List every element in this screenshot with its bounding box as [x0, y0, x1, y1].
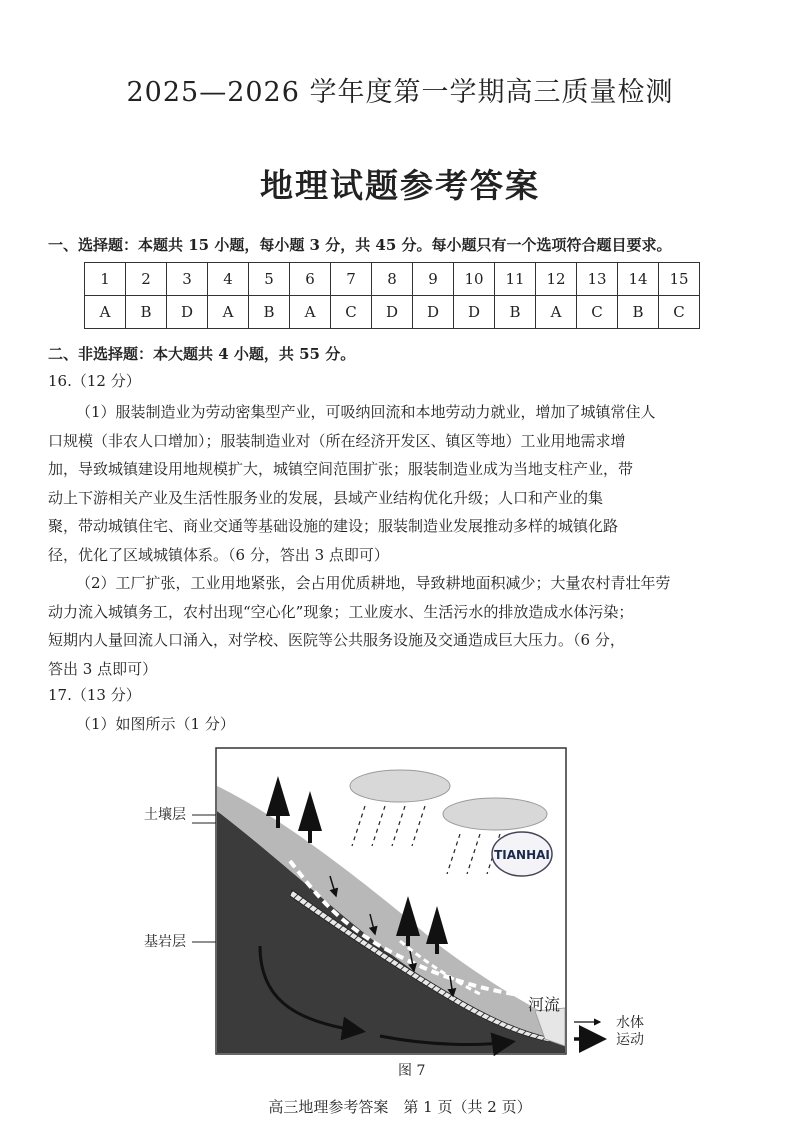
label-river: 河流 [528, 995, 561, 1014]
question-number-cell: 9 [413, 263, 454, 296]
answer-cell: D [167, 296, 208, 329]
answer-cell: C [577, 296, 618, 329]
figure-7 [140, 746, 670, 1062]
exam-title: 2025—2026 学年度第一学期高三质量检测 [126, 77, 674, 108]
section1-heading: 一、选择题：本题共 15 小题，每小题 3 分，共 45 分。每小题只有一个选项符合题目要求。 [48, 236, 672, 254]
section2-heading: 二、非选择题：本大题共 4 小题，共 55 分。 [48, 345, 356, 363]
label-soil-layer: 土壤层 [144, 807, 186, 823]
legend-motion: 运动 [616, 1032, 644, 1048]
label-bedrock-layer: 基岩层 [144, 934, 186, 950]
svg-text:TIANHAI: TIANHAI [494, 848, 550, 862]
question-number-row [85, 263, 700, 296]
question-number-cell: 11 [495, 263, 536, 296]
question-number-cell: 5 [249, 263, 290, 296]
question-17-heading: 17.（13 分） [48, 686, 141, 704]
question-number-cell: 3 [167, 263, 208, 296]
question-number-cell: 12 [536, 263, 577, 296]
answer-cell: B [495, 296, 536, 329]
question-number-cell: 14 [618, 263, 659, 296]
legend-water: 水体 [616, 1015, 644, 1031]
answer-cell: C [331, 296, 372, 329]
question-number-cell: 8 [372, 263, 413, 296]
text-line: 动上下游相关产业及生活性服务业的发展，县域产业结构优化升级；人口和产业的集 [48, 488, 604, 507]
answer-cell: A [85, 296, 126, 329]
answer-cell: B [249, 296, 290, 329]
text-line: 聚，带动城镇住宅、商业交通等基础设施的建设；服装制造业发展推动多样的城镇化路 [48, 517, 619, 535]
question-number-cell: 1 [85, 263, 126, 296]
question-16-answer-2 [48, 569, 782, 683]
text-line: （2）工厂扩张，工业用地紧张，会占用优质耕地，导致耕地面积减少；大量农村青壮年劳 [76, 574, 671, 592]
answer-cell: A [208, 296, 249, 329]
text-line: 短期内人量回流人口涌入，对学校、医院等公共服务设施及交通造成巨大压力。（6 分， [48, 631, 625, 649]
question-number-cell: 6 [290, 263, 331, 296]
page-footer: 高三地理参考答案 第 1 页（共 2 页） [268, 1098, 532, 1116]
answer-cell: D [454, 296, 495, 329]
question-number-cell: 13 [577, 263, 618, 296]
question-number-cell: 2 [126, 263, 167, 296]
text-line: 径，优化了区域城镇体系。（6 分，答出 3 点即可） [48, 545, 389, 564]
question-16-heading: 16.（12 分） [48, 372, 141, 390]
question-17-subanswer-1: （1）如图所示（1 分） [76, 715, 235, 733]
answer-cell: A [536, 296, 577, 329]
text-line: 答出 3 点即可） [48, 659, 158, 678]
text-line: 口规模（非农人口增加）；服装制造业对（所在经济开发区、镇区等地）工业用地需求增 [48, 431, 626, 450]
answer-cell: A [290, 296, 331, 329]
answer-table [84, 262, 700, 329]
answer-cell: B [126, 296, 167, 329]
question-number-cell: 15 [659, 263, 700, 296]
answer-cell: C [659, 296, 700, 329]
text-line: （1）服装制造业为劳动密集型产业，可吸纳回流和本地劳动力就业，增加了城镇常住人 [76, 403, 656, 421]
text-line: 动力流入城镇务工，农村出现“空心化”现象；工业废水、生活污水的排放造成水体污染； [48, 602, 634, 621]
question-number-cell: 7 [331, 263, 372, 296]
answer-cell: D [413, 296, 454, 329]
answer-cell: B [618, 296, 659, 329]
document-title: 地理试题参考答案 [260, 166, 540, 205]
question-number-cell: 10 [454, 263, 495, 296]
answer-cell: D [372, 296, 413, 329]
slope-diagram [140, 746, 670, 1058]
figure-caption: 图 7 [398, 1063, 426, 1079]
question-number-cell: 4 [208, 263, 249, 296]
answer-row [85, 296, 700, 329]
question-16-answer-1 [48, 398, 782, 569]
text-line: 加，导致城镇建设用地规模扩大，城镇空间范围扩张；服装制造业成为当地支柱产业，带 [48, 460, 634, 478]
tianhai-stamp [492, 832, 552, 876]
